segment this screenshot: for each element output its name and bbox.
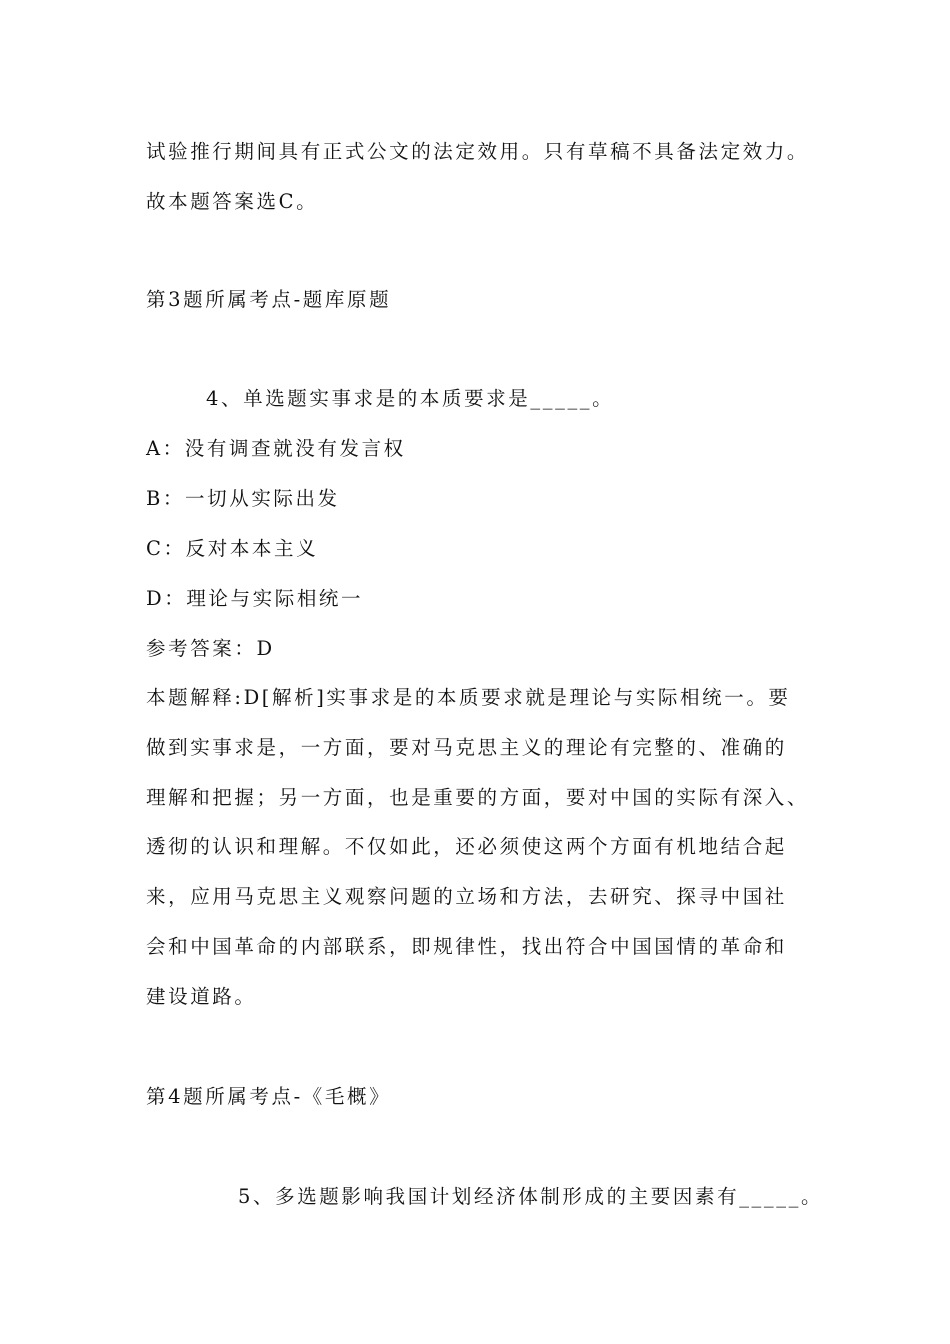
explanation-line: 故本题答案选C。: [146, 190, 319, 213]
topic-label: 第3题所属考点-题库原题: [146, 288, 392, 311]
explanation-line: 试验推行期间具有正式公文的法定效用。只有草稿不具备法定效力。: [146, 140, 810, 163]
option-b: B：一切从实际出发: [146, 487, 340, 510]
explanation-line: 本题解释:D[解析]实事求是的本质要求就是理论与实际相统一。要: [146, 686, 791, 709]
option-a: A：没有调查就没有发言权: [146, 437, 406, 460]
option-d: D：理论与实际相统一: [146, 587, 364, 610]
explanation-line: 建设道路。: [146, 985, 257, 1008]
reference-answer: 参考答案：D: [146, 637, 275, 660]
explanation-line: 来，应用马克思主义观察问题的立场和方法，去研究、探寻中国社: [146, 885, 787, 908]
question-stem: 5、多选题影响我国计划经济体制形成的主要因素有_____。: [238, 1185, 824, 1208]
explanation-line: 会和中国革命的内部联系，即规律性，找出符合中国国情的革命和: [146, 935, 787, 958]
topic-label: 第4题所属考点-《毛概》: [146, 1085, 392, 1108]
question-stem: 4、单选题实事求是的本质要求是_____。: [206, 387, 615, 410]
option-c: C：反对本本主义: [146, 537, 319, 560]
explanation-line: 理解和把握；另一方面，也是重要的方面，要对中国的实际有深入、: [146, 786, 810, 809]
explanation-line: 做到实事求是，一方面，要对马克思主义的理论有完整的、准确的: [146, 736, 787, 759]
explanation-line: 透彻的认识和理解。不仅如此，还必须使这两个方面有机地结合起: [146, 835, 787, 858]
